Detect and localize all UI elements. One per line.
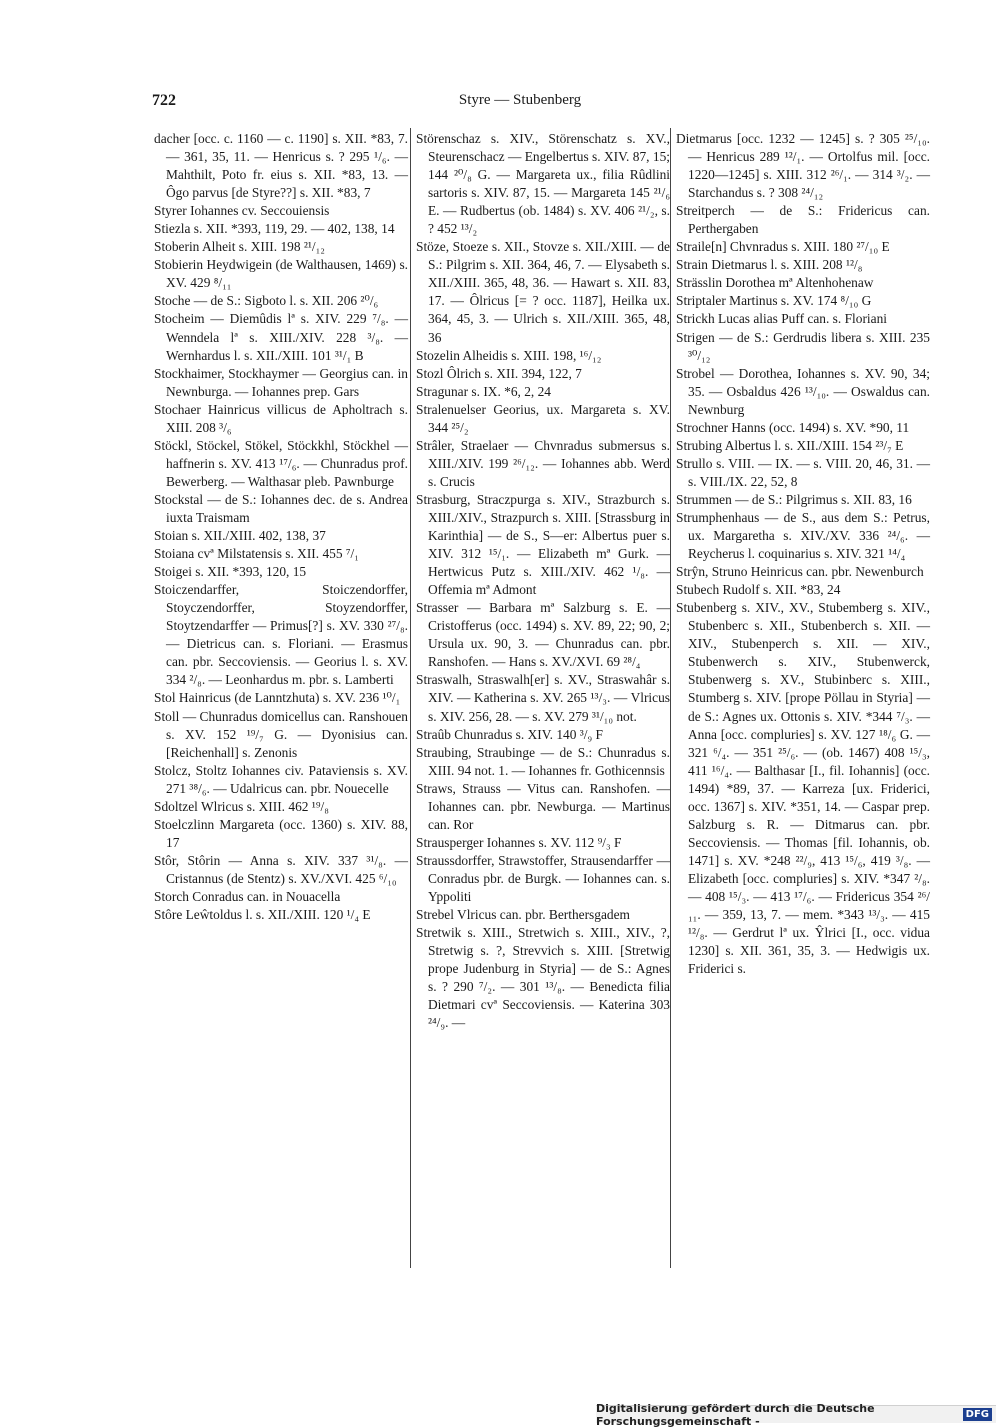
index-entry: Stubech Rudolf s. XII. *83, 24 — [676, 582, 841, 598]
index-entry: Stockhaimer, Stockhaymer — Georgius can. in Newnburga. — Iohannes prep. Gars — [154, 365, 408, 399]
index-entry: Strickh Lucas alias Puff can. s. Floriani — [676, 311, 887, 327]
index-entry: Stoelczlinn Margareta (occ. 1360) s. XIV. 88, 17 — [154, 816, 408, 850]
index-entry: Strasburg, Straczpurga s. XIV., Strazburch s. XIII./XIV., Strazpurch s. XIII. [Strassburg in Karinthia] — de S., S—er: Albertus puer s. XIV. 312 ¹⁵/₁. — Elizabeth mª Gurk. — Hertwicus Putz s. XIII./XIV. 462 ¹/₈. — Offemia mª Admont — [416, 491, 670, 598]
index-entry: Stoberin Alheit s. XIII. 198 ²¹/₁₂ — [154, 239, 325, 255]
index-entry: Strausperger Iohannes s. XV. 112 ⁹/₃ F — [416, 834, 622, 850]
index-entry: Styrer Iohannes cv. Seccouiensis — [154, 203, 330, 219]
index-entry: Strubing Albertus l. s. XII./XIII. 154 ²³/₇ E — [676, 437, 904, 453]
index-entry: Straws, Strauss — Vitus can. Ranshofen. — Iohannes can. pbr. Newburga. — Martinus can. Ror — [416, 780, 670, 832]
index-entry: Straûb Chunradus s. XIV. 140 ³/₉ F — [416, 726, 603, 742]
index-entry: Strasser — Barbara mª Salzburg s. E. — Cristofferus (occ. 1494) s. XV. 89, 22; 90, 2; Ursula ux. 90, 3. — Chunradus can. pbr. Ranshofen. — Hans s. XV./XVI. 69 ²⁸/₄ — [416, 600, 670, 670]
index-entry: Stoiana cvª Milstatensis s. XII. 455 ⁷/₁ — [154, 546, 359, 562]
index-entry: Stolcz, Stoltz Iohannes civ. Pataviensis s. XV. 271 ³⁸/₆. — Udalricus can. pbr. Nouecelle — [154, 762, 408, 796]
index-entry: Strŷn, Struno Heinricus can. pbr. Newenburch — [676, 564, 924, 580]
page-number: 722 — [152, 92, 176, 109]
index-entry: Stoigei s. XII. *393, 120, 15 — [154, 564, 307, 580]
index-entry: Stozl Ôlrich s. XII. 394, 122, 7 — [416, 365, 582, 381]
index-entry: Stöckl, Stöckel, Stökel, Stöckkhl, Stöckhel — haffnerin s. XV. 413 ¹⁷/₆. — Chunradus prof. Bewerberg. — Walthasar pleb. Pawnburge — [154, 437, 408, 489]
index-entry: Stôre Leŵtoldus l. s. XII./XIII. 120 ¹/₄ E — [154, 907, 371, 923]
index-entry: Strain Dietmarus l. s. XIII. 208 ¹²/₈ — [676, 257, 863, 273]
index-column-1 — [154, 130, 408, 924]
index-entry: Stocheim — Diemûdis lª s. XIV. 229 ⁷/₈. — Wenndela lª s. XIII./XIV. 228 ³/₈. — Wernhardus l. s. XII./XIII. 101 ³¹/₁ B — [154, 311, 408, 363]
index-entry: Stoiczendarffer, Stoiczendorffer, Stoyczendorffer, Stoyzendorffer, Stoytzendarffer — Primus[?] s. XV. 330 ²⁷/₈. — Dietricus can. s. Floriani. — Erasmus can. pbr. Seccoviensis. — Georius l. s. XV. 334 ²/₈. — Leonhardus m. pbr. s. Lamberti — [154, 582, 408, 688]
index-entry: Strochner Hanns (occ. 1494) s. XV. *90, 11 — [676, 419, 910, 435]
index-entry: Stol Hainricus (de Lanntzhuta) s. XV. 236 ¹⁰/₁ — [154, 690, 401, 706]
index-entry: Stôr, Stôrin — Anna s. XIV. 337 ³¹/₈. — Cristannus (de Stentz) s. XV./XVI. 425 ⁶/₁₀ — [154, 852, 408, 886]
index-entry: Strobel — Dorothea, Iohannes s. XV. 90, 34; 35. — Osbaldus 426 ¹³/₁₀. — Oswaldus can. Newnburg — [676, 365, 930, 417]
index-entry: Stragunar s. IX. *6, 2, 24 — [416, 383, 552, 399]
index-entry: Straussdorffer, Strawstoffer, Strausendarffer — Conradus pbr. de Burgk. — Iohannes can. s. Yppoliti — [416, 852, 670, 904]
index-entry: Straubing, Straubinge — de S.: Chunradus s. XIII. 94 not. 1. — Iohannes fr. Gothicennsis — [416, 744, 670, 778]
index-entry: Stubenberg s. XIV., XV., Stubemberg s. XIV., Stubenberc s. XII., Stubenberch s. XII. — XIV., Stubenperch s. XII. — XIV., Stubenwerch s. XIV., Stubenwerck, Stubenwerg s. XV., Stubinberc s. XIII., Stumberg s. XIV. [prope Pöllau in Styria] — de S.: Agnes ux. Ottonis s. XIV. *344 ⁷/₃. — Anna [occ. compluries] s. XV. 127 ¹⁸/₆ G. — 321 ⁶/₄. — 351 ²⁵/₆. — (ob. 1467) 408 ¹⁵/₃, 411 ¹⁶/₄. — Balthasar [I., fil. Iohannis] (occ. 1494) *89, 37. — Karreza [ux. Friderici, occ. 1367] s. XIV. *351, 14. — Caspar prep. Salzburg s. R. — Ditmarus can. pbr. Seccoviensis. — Thomas [fil. Iohannis, ob. 1471] s. XV. *248 ²²/₉, 413 ¹⁵/₆, 419 ³/₈. — Elizabeth [occ. compluries] s. XIV. *347 ²/₈. — 408 ¹⁵/₃. — 413 ¹⁷/₆. — Fridericus 354 ²⁶/₁₁. — 359, 13, 7. — mem. *343 ¹³/₃. — 415 ¹²/₈. — Gerdrut lª ux. Ŷlrici [I., occ. vidua 1230] s. XII. 361, 35, 3. — Hedwigis ux. Friderici s. — [676, 600, 930, 977]
index-entry: Strâler, Straelaer — Chvnradus submersus s. XIII./XIV. 199 ²⁶/₁₂. — Iohannes abb. Werd s. Crucis — [416, 437, 670, 489]
column-divider — [670, 128, 671, 1268]
index-entry: dacher [occ. c. 1160 — c. 1190] s. XII. *83, 7. — 361, 35, 11. — Henricus s. ? 295 ¹/₆. — Mahthilt, Poto fr. eius s. XII. *83, 13. — Ôgo parvus [de Styre??] s. XII. *83, 7 — [154, 131, 408, 201]
index-entry: Stoian s. XII./XIII. 402, 138, 37 — [154, 528, 326, 544]
index-entry: Dietmarus [occ. 1232 — 1245] s. ? 305 ²⁵/₁₀. — Henricus 289 ¹²/₁. — Ortolfus mil. [occ. 1220—1245] s. XIII. 312 ²⁶/₁. — 314 ³/₂. — Starchandus s. ? 308 ²⁴/₁₂ — [676, 131, 930, 201]
index-entry: Storch Conradus can. in Nouacella — [154, 888, 341, 904]
dfg-logo: DFG — [963, 1408, 992, 1421]
index-entry: Stozelin Alheidis s. XIII. 198, ¹⁶/₁₂ — [416, 347, 602, 363]
index-entry: Strigen — de S.: Gerdrudis libera s. XIII. 235 ³⁰/₁₂ — [676, 329, 930, 363]
index-entry: Strummen — de S.: Pilgrimus s. XII. 83, 16 — [676, 491, 912, 507]
index-entry: Stobierin Heydwigein (de Walthausen, 1469) s. XV. 429 ⁸/₁₁ — [154, 257, 408, 291]
index-entry: Strumphenhaus — de S., aus dem S.: Petrus, ux. Margaretha s. XIV./XV. 336 ²⁴/₆. — Reycherus l. coquinarius s. XIV. 321 ¹⁴/₄ — [676, 509, 930, 562]
index-column-2 — [416, 130, 670, 1032]
index-entry: Stockstal — de S.: Iohannes dec. de s. Andrea iuxta Traismam — [154, 491, 408, 525]
index-entry: Straile[n] Chvnradus s. XIII. 180 ²⁷/₁₀ E — [676, 239, 890, 255]
index-entry: Streitperch — de S.: Fridericus can. Perthergaben — [676, 203, 930, 237]
index-entry: Störenschaz s. XIV., Störenschatz s. XV., Steurenschacz — Engelbertus s. XIV. 87, 15; 144 ²⁰/₈ G. — Margareta ux., filia Rûdlini sartoris s. XIV. 87, 15. — Margareta 145 ²¹/₆ E. — Rudbertus (ob. 1484) s. XV. 406 ²¹/₂, s. ? 452 ¹³/₂ — [416, 131, 670, 237]
index-entry: Stöze, Stoeze s. XII., Stovze s. XII./XIII. — de S.: Pilgrim s. XII. 364, 46, 7. — Elysabeth s. XII./XIII. 365, 48, 36. — Hawart s. XII. 83, 17. — Ôlricus [= ? occ. 1187], Heilka ux. 364, 45, 3. — Ulrich s. XII./XIII. 365, 48, 36 — [416, 239, 670, 345]
index-column-3 — [676, 130, 930, 978]
footer-bar — [596, 1401, 996, 1428]
footer-text: Digitalisierung gefördert durch die Deutsche Forschungsgemeinschaft - — [596, 1401, 875, 1428]
index-entry: Stretwik s. XIII., Stretwich s. XIII., XIV., ?, Stretwig s. ?, Strevvich s. XIII. [Stretwig prope Judenburg in Styria] — de S.: Agnes s. ? 290 ⁷/₂. — 301 ¹³/₈. — Benedicta filia Dietmari cvª Seccoviensis. — Katerina 303 ²⁴/₉. — — [416, 925, 670, 1031]
column-divider — [410, 128, 411, 1268]
index-entry: Sdoltzel Wlricus s. XIII. 462 ¹⁹/₈ — [154, 798, 329, 814]
index-entry: Stoche — de S.: Sigboto l. s. XII. 206 ²⁰/₆ — [154, 293, 379, 309]
running-head: Styre — Stubenberg — [458, 92, 582, 108]
index-entry: Strullo s. VIII. — IX. — s. VIII. 20, 46, 31. — s. VIII./IX. 22, 52, 8 — [676, 455, 930, 489]
index-entry: Strebel Vlricus can. pbr. Berthersgadem — [416, 907, 630, 923]
index-entry: Strässlin Dorothea mª Altenhohenaw — [676, 275, 874, 291]
index-entry: Stochaer Hainricus villicus de Apholtrach s. XIII. 208 ³/₆ — [154, 401, 408, 435]
index-entry: Stoll — Chunradus domicellus can. Ranshouen s. XV. 152 ¹⁹/₇ G. — Dyonisius can. [Reichenhall] s. Zenonis — [154, 708, 408, 760]
index-entry: Striptaler Martinus s. XV. 174 ⁸/₁₀ G — [676, 293, 872, 309]
index-entry: Straswalh, Straswalh[er] s. XV., Straswahâr s. XIV. — Katherina s. XV. 265 ¹³/₃. — Vlricus s. XIV. 256, 28. — s. XV. 279 ³¹/₁₀ not. — [416, 672, 670, 724]
index-entry: Stralenuelser Georius, ux. Margareta s. XV. 344 ²⁵/₂ — [416, 401, 670, 435]
index-entry: Stiezla s. XII. *393, 119, 29. — 402, 138, 14 — [154, 221, 395, 237]
